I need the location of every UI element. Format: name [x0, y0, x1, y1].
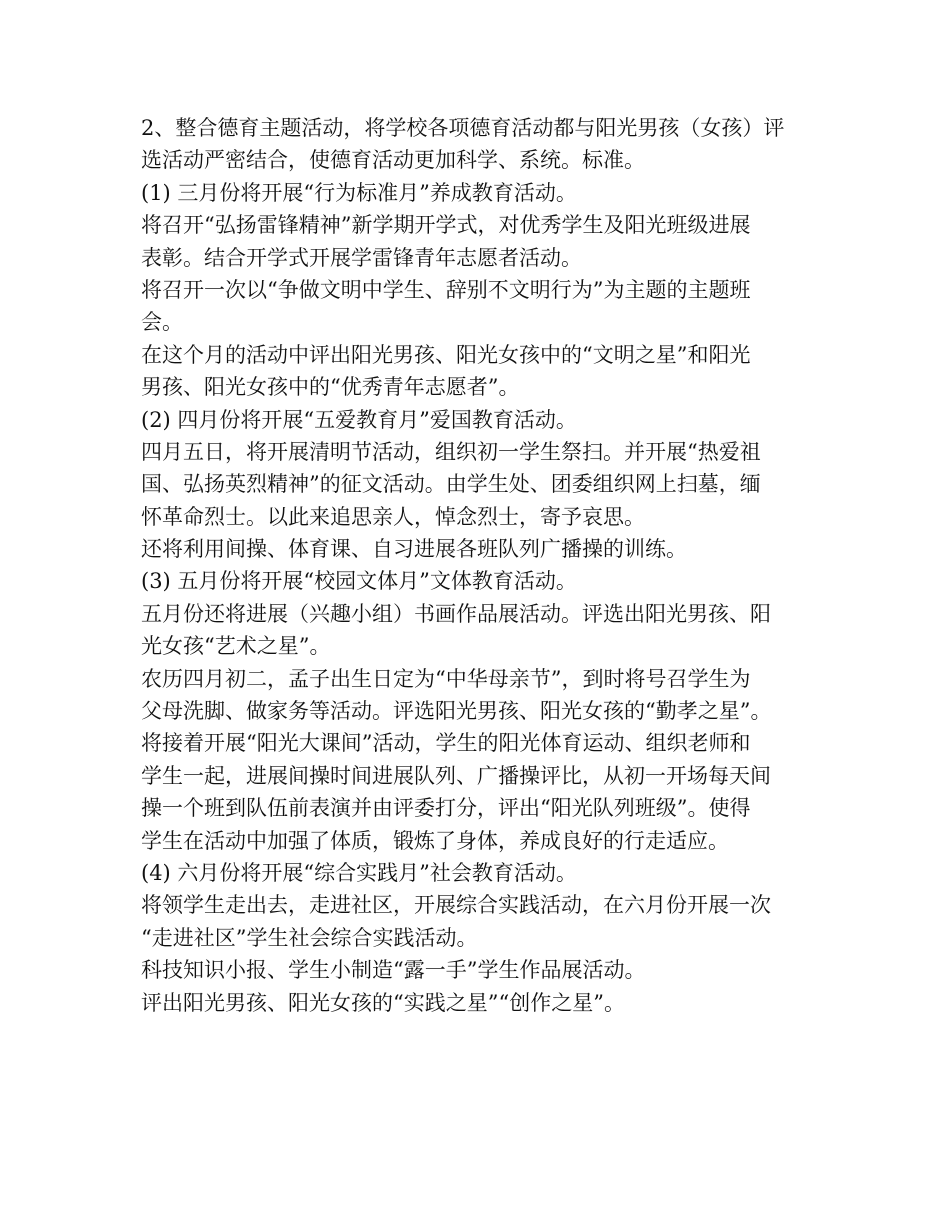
text-line: 2、整合德育主题活动，将学校各项德育活动都与阳光男孩（女孩）评	[141, 116, 785, 140]
text-line: (4) 六月份将开展“综合实践月”社会教育活动。	[141, 860, 577, 885]
text-line: (2) 四月份将开展“五爱教育月”爱国教育活动。	[141, 407, 577, 432]
text-line: 会。	[141, 310, 183, 335]
text-line: 四月五日，将开展清明节活动，组织初一学生祭扫。并开展“热爱祖	[141, 439, 761, 464]
text-line: 父母洗脚、做家务等活动。评选阳光男孩、阳光女孩的“勤孝之星”。	[141, 699, 772, 724]
text-line: “走进社区”学生社会综合实践活动。	[141, 925, 478, 950]
text-line: 将领学生走出去，走进社区，开展综合实践活动，在六月份开展一次	[141, 893, 771, 918]
text-line: 将接着开展“阳光大课间”活动，学生的阳光体育运动、组织老师和	[141, 731, 751, 756]
text-line: 学生在活动中加强了体质，锻炼了身体，养成良好的行走适应。	[141, 828, 729, 853]
text-line: (1) 三月份将开展“行为标准月”养成教育活动。	[141, 180, 577, 205]
text-line: 操一个班到队伍前表演并由评委打分，评出“阳光队列班级”。使得	[141, 796, 751, 821]
document-body	[141, 112, 821, 1019]
text-line: 五月份还将进展（兴趣小组）书画作品展活动。评选出阳光男孩、阳	[141, 601, 771, 626]
text-line: 怀革命烈士。以此来追思亲人，悼念烈士，寄予哀思。	[141, 504, 645, 529]
text-line: 国、弘扬英烈精神”的征文活动。由学生处、团委组织网上扫墓，缅	[141, 472, 761, 497]
text-line: 评出阳光男孩、阳光女孩的“实践之星”“创作之星”。	[141, 990, 625, 1015]
text-line: 还将利用间操、体育课、自习进展各班队列广播操的训练。	[141, 537, 687, 562]
text-line: 表彰。结合开学式开展学雷锋青年志愿者活动。	[141, 245, 582, 270]
text-line: 在这个月的活动中评出阳光男孩、阳光女孩中的“文明之星”和阳光	[141, 342, 751, 367]
text-line: 光女孩“艺术之星”。	[141, 634, 331, 659]
text-line: 将召开一次以“争做文明中学生、辞别不文明行为”为主题的主题班	[141, 277, 751, 302]
text-line: 科技知识小报、学生小制造“露一手”学生作品展活动。	[141, 958, 646, 983]
text-line: (3) 五月份将开展“校园文体月”文体教育活动。	[141, 569, 577, 594]
text-line: 将召开“弘扬雷锋精神”新学期开学式，对优秀学生及阳光班级进展	[141, 213, 751, 238]
text-line: 学生一起，进展间操时间进展队列、广播操评比，从初一开场每天间	[141, 763, 771, 788]
text-line: 男孩、阳光女孩中的“优秀青年志愿者”。	[141, 375, 520, 400]
text-line: 选活动严密结合，使德育活动更加科学、系统。标准。	[141, 148, 645, 173]
text-line: 农历四月初二，孟子出生日定为“中华母亲节”，到时将号召学生为	[141, 666, 751, 691]
